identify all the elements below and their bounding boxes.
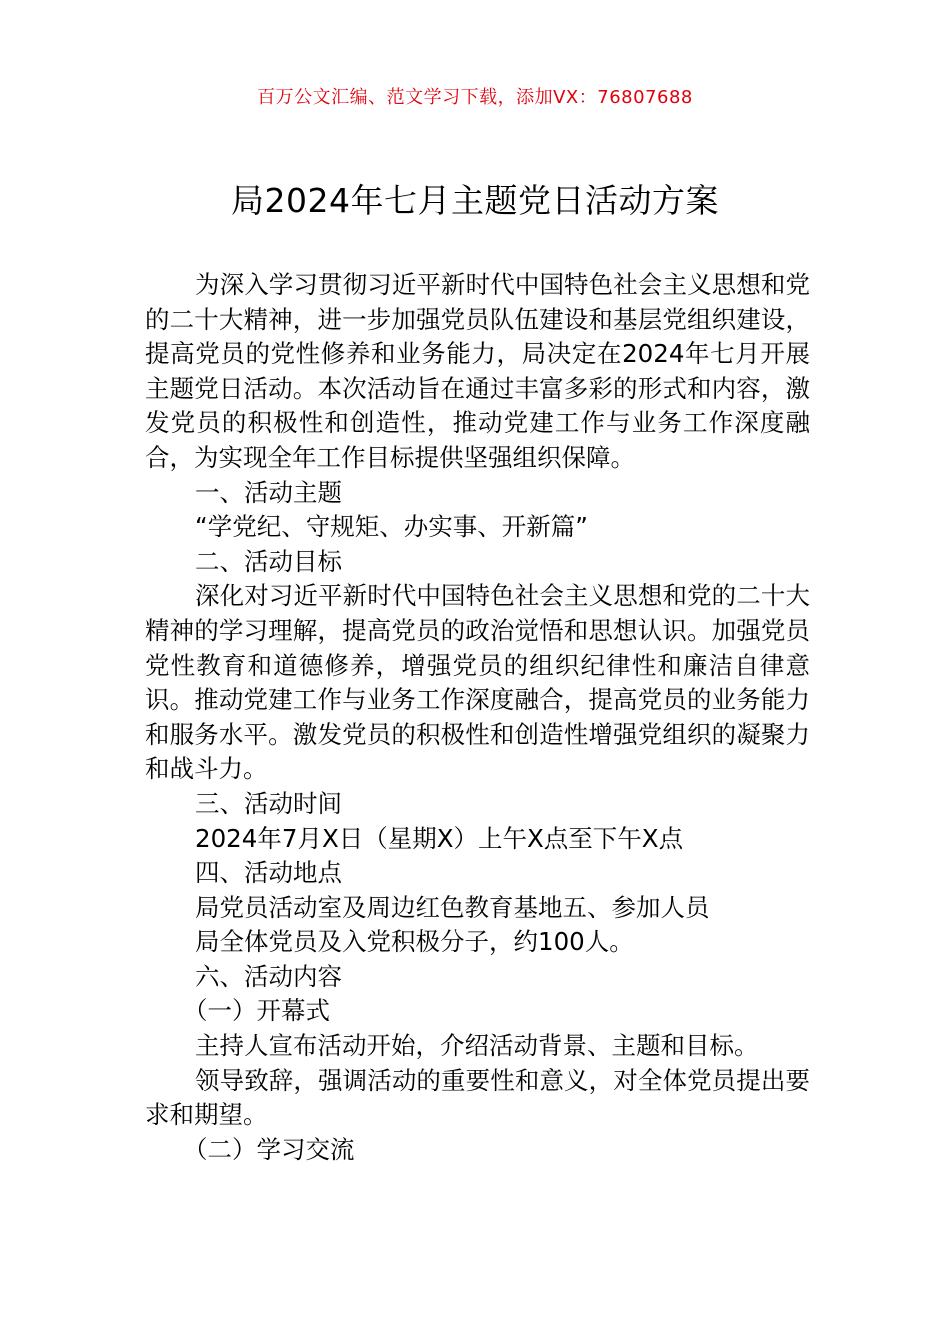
section-heading-goals: 二、活动目标 bbox=[195, 546, 342, 576]
opening-item-2: 领导致辞，强调活动的重要性和意义，对全体党员提出要求和期望。 bbox=[145, 1065, 810, 1130]
goals-paragraph: 深化对习近平新时代中国特色社会主义思想和党的二十大精神的学习理解，提高党员的政治觉悟和思想认识。加强党员党性教育和道德修养，增强党员的组织纪律性和廉洁自律意识。推动党建工作与业务工作深度融合，提高党员的业务能力和服务水平。激发党员的积极性和创造性增强党组织的凝聚力和战斗力。 bbox=[145, 581, 810, 784]
document-body bbox=[145, 268, 810, 1167]
section-heading-location: 四、活动地点 bbox=[195, 858, 342, 888]
header-note: 百万公文汇编、范文学习下载，添加VX：76807688 bbox=[257, 87, 693, 108]
theme-text: “学党纪、守规矩、办实事、开新篇” bbox=[195, 512, 588, 542]
time-text: 2024年7月X日（星期X）上午X点至下午X点 bbox=[195, 823, 684, 853]
section-heading-time: 三、活动时间 bbox=[195, 788, 342, 818]
participants-text: 局全体党员及入党积极分子，约100人。 bbox=[195, 927, 634, 957]
opening-item-1: 主持人宣布活动开始，介绍活动背景、主题和目标。 bbox=[195, 1031, 759, 1061]
document-title: 局2024年七月主题党日活动方案 bbox=[231, 181, 719, 220]
intro-paragraph: 为深入学习贯彻习近平新时代中国特色社会主义思想和党的二十大精神，进一步加强党员队伍建设和基层党组织建设，提高党员的党性修养和业务能力，局决定在2024年七月开展主题党日活动。本次活动旨在通过丰富多彩的形式和内容，激发党员的积极性和创造性，推动党建工作与业务工作深度融合，为实现全年工作目标提供坚强组织保障。 bbox=[145, 270, 810, 472]
location-text: 局党员活动室及周边红色教育基地五、参加人员 bbox=[195, 892, 710, 922]
subsection-study: （二）学习交流 bbox=[183, 1134, 355, 1164]
section-heading-theme: 一、活动主题 bbox=[195, 477, 342, 507]
section-heading-content: 六、活动内容 bbox=[195, 961, 342, 991]
subsection-opening: （一）开幕式 bbox=[183, 996, 330, 1026]
